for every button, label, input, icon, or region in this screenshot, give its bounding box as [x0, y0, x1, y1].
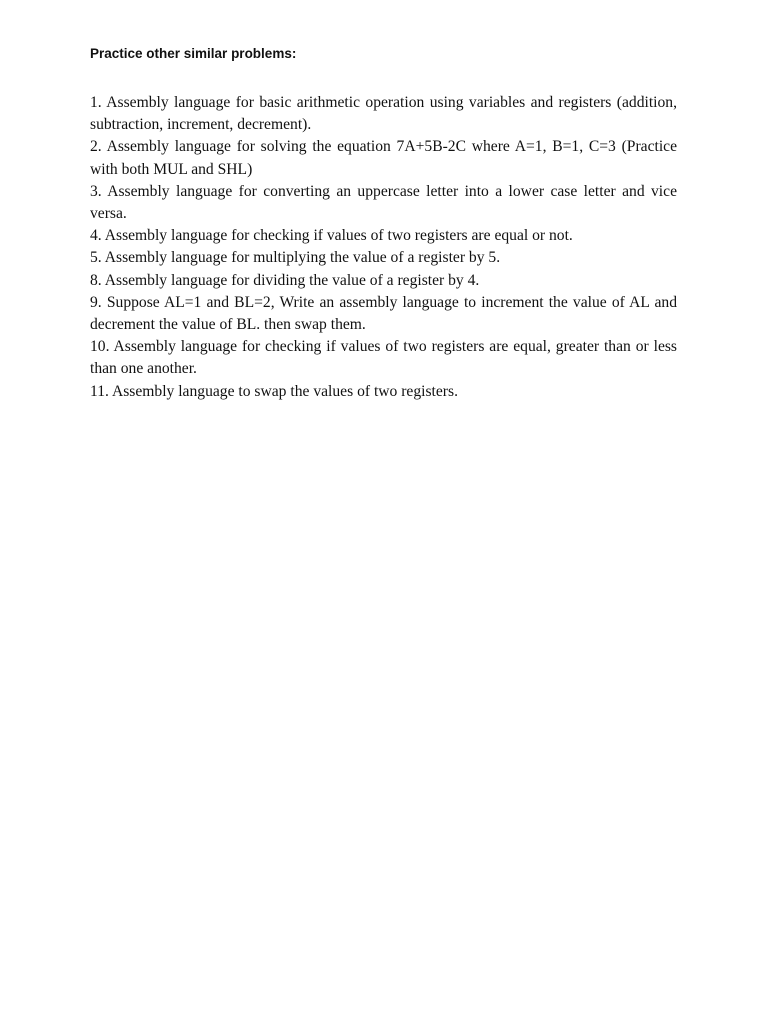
problem-item: 11. Assembly language to swap the values of two registers. — [90, 382, 458, 400]
problem-item: 9. Suppose AL=1 and BL=2, Write an assembly language to increment the value of AL and decrement the value of BL. then swap them. — [90, 293, 677, 334]
problem-item: 5. Assembly language for multiplying the value of a register by 5. — [90, 249, 501, 267]
problem-item: 8. Assembly language for dividing the value of a register by 4. — [90, 271, 480, 289]
problem-item: 10. Assembly language for checking if values of two registers are equal, greater than or less than one another. — [90, 338, 677, 378]
section-heading: Practice other similar problems: — [90, 46, 297, 61]
problem-item: 2. Assembly language for solving the equation 7A+5B-2C where A=1, B=1, C=3 (Practice with both MUL and SHL) — [90, 138, 677, 178]
problem-item: 3. Assembly language for converting an uppercase letter into a lower case letter and vice versa. — [90, 182, 677, 223]
problem-list — [90, 92, 677, 403]
problem-item: 1. Assembly language for basic arithmetic operation using variables and registers (addition, subtraction, increment, decrement). — [90, 94, 677, 134]
problem-item: 4. Assembly language for checking if values of two registers are equal or not. — [90, 227, 573, 245]
